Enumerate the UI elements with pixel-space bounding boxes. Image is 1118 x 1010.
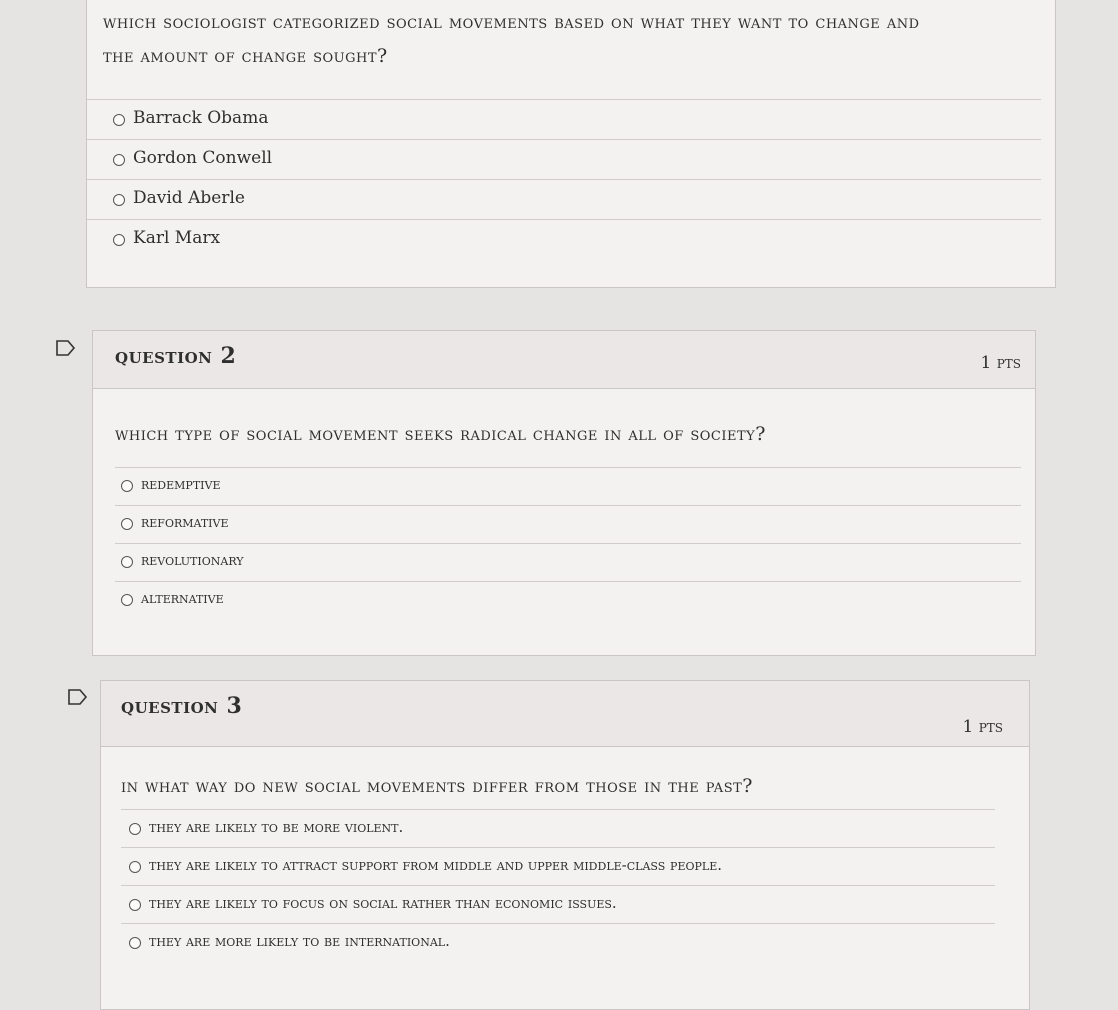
- answer-option[interactable]: [121, 885, 995, 923]
- question-points: 1 pts: [980, 353, 1021, 373]
- answer-label: they are likely to be more violent.: [149, 818, 404, 836]
- answer-label: Gordon Conwell: [133, 148, 273, 168]
- question-1-text-line-2: the amount of change sought?: [103, 45, 388, 67]
- question-1-block: [86, 0, 1056, 288]
- answer-label: alternative: [141, 589, 224, 607]
- radio-button-icon[interactable]: [113, 154, 125, 166]
- question-3-block: [100, 680, 1030, 1010]
- question-1-text-line-1: which sociologist categorized social movements based on what they want to change and: [103, 11, 920, 33]
- radio-button-icon[interactable]: [113, 114, 125, 126]
- radio-button-icon[interactable]: [121, 480, 133, 492]
- question-3-text: in what way do new social movements differ from those in the past?: [121, 775, 753, 797]
- answer-label: reformative: [141, 513, 229, 531]
- answer-option[interactable]: [121, 809, 995, 847]
- question-title: question 2: [115, 343, 237, 369]
- question-title: question 3: [121, 693, 243, 719]
- answer-label: they are more likely to be international.: [149, 932, 450, 950]
- answer-option[interactable]: [87, 139, 1041, 179]
- answer-option[interactable]: [115, 581, 1021, 619]
- radio-button-icon[interactable]: [113, 194, 125, 206]
- radio-button-icon[interactable]: [129, 937, 141, 949]
- question-2-text: which type of social movement seeks radical change in all of society?: [115, 423, 766, 445]
- radio-button-icon[interactable]: [129, 899, 141, 911]
- answer-label: revolutionary: [141, 551, 244, 569]
- radio-button-icon[interactable]: [121, 594, 133, 606]
- answer-label: David Aberle: [133, 188, 245, 208]
- answer-label: Karl Marx: [133, 228, 221, 248]
- answer-option[interactable]: [115, 543, 1021, 581]
- answer-option[interactable]: [87, 179, 1041, 219]
- radio-button-icon[interactable]: [121, 518, 133, 530]
- radio-button-icon[interactable]: [121, 556, 133, 568]
- answer-option[interactable]: [121, 923, 995, 961]
- question-3-answers: [121, 809, 995, 959]
- radio-button-icon[interactable]: [113, 234, 125, 246]
- question-2-answers: [115, 467, 1021, 617]
- question-2-block: [92, 330, 1036, 656]
- answer-option[interactable]: [121, 847, 995, 885]
- answer-label: Barrack Obama: [133, 108, 269, 128]
- answer-option[interactable]: [115, 505, 1021, 543]
- question-3-header: [101, 681, 1029, 747]
- radio-button-icon[interactable]: [129, 823, 141, 835]
- answer-option[interactable]: [115, 467, 1021, 505]
- answer-label: they are likely to attract support from middle and upper middle-class people.: [149, 856, 722, 874]
- radio-button-icon[interactable]: [129, 861, 141, 873]
- answer-label: redemptive: [141, 475, 221, 493]
- answer-option[interactable]: [87, 99, 1041, 139]
- answer-label: they are likely to focus on social rather than economic issues.: [149, 894, 617, 912]
- flag-outline-icon[interactable]: [68, 689, 88, 705]
- question-1-answers: [87, 99, 1041, 259]
- flag-outline-icon[interactable]: [56, 340, 76, 356]
- answer-option[interactable]: [87, 219, 1041, 259]
- question-2-header: [93, 331, 1035, 389]
- question-points: 1 pts: [962, 717, 1003, 737]
